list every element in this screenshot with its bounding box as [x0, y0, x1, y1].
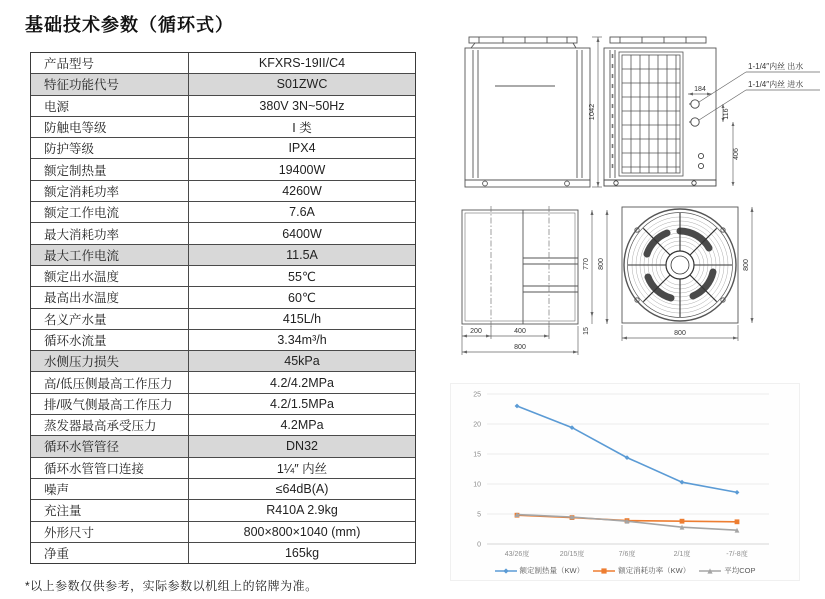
- param-name: 防触电等级: [31, 117, 189, 137]
- data-point-marker: [735, 490, 740, 495]
- page-title: 基础技术参数（循环式）: [25, 15, 234, 35]
- param-name: 水侧压力损失: [31, 351, 189, 371]
- dim-800-right: 800: [743, 259, 750, 271]
- table-row: [31, 415, 415, 436]
- param-value: 4.2/1.5MPa: [270, 396, 334, 411]
- x-tick-label: 43/26度: [504, 551, 530, 558]
- table-row: [31, 522, 415, 543]
- table-row: [31, 53, 415, 74]
- dim-15: 15: [583, 327, 590, 335]
- dim-116: 116: [723, 108, 730, 120]
- grille: [619, 52, 683, 176]
- param-name: 高/低压侧最高工作压力: [31, 372, 189, 392]
- legend-swatch: [699, 567, 721, 575]
- dim-184: 184: [694, 86, 706, 93]
- spec-table: [30, 52, 416, 564]
- param-name: 排/吸气侧最高工作压力: [31, 394, 189, 414]
- y-tick-label: 10: [473, 481, 481, 489]
- dim-400: 400: [514, 328, 526, 335]
- chart-legend: [451, 565, 799, 576]
- table-row: [31, 330, 415, 351]
- param-value: 165kg: [284, 545, 320, 560]
- cabinet-body: [465, 48, 590, 180]
- param-name: 最大消耗功率: [31, 223, 189, 243]
- param-value: 19400W: [278, 162, 326, 177]
- series-line: [517, 406, 737, 492]
- param-name: 充注量: [31, 500, 189, 520]
- centerlines: [491, 206, 549, 328]
- param-name: 名义产水量: [31, 309, 189, 329]
- y-tick-label: 0: [477, 541, 481, 549]
- side-view-svg: [598, 28, 825, 196]
- param-name: 额定消耗功率: [31, 181, 189, 201]
- base-rail: [604, 180, 716, 186]
- legend-item: [699, 565, 755, 576]
- param-name: 外形尺寸: [31, 522, 189, 542]
- param-name: 噪声: [31, 479, 189, 499]
- table-row: [31, 351, 415, 372]
- data-point-marker: [680, 519, 685, 524]
- top-view-drawing: [455, 200, 620, 375]
- table-row: [31, 245, 415, 266]
- param-value: R410A 2.9kg: [266, 503, 338, 518]
- data-point-marker: [735, 519, 740, 524]
- param-name: 额定制热量: [31, 159, 189, 179]
- x-tick-label: 2/1度: [673, 551, 691, 558]
- table-row: [31, 543, 415, 563]
- dim-800-bottom: 800: [514, 344, 526, 351]
- param-value: I 类: [292, 121, 312, 136]
- param-name: 最大工作电流: [31, 245, 189, 265]
- data-point-marker: [515, 404, 520, 409]
- param-value: ≤64dB(A): [275, 482, 329, 497]
- top-rail: [469, 37, 577, 43]
- table-row: [31, 309, 415, 330]
- param-name: 额定出水温度: [31, 266, 189, 286]
- param-name: 产品型号: [31, 53, 189, 73]
- param-name: 最高出水温度: [31, 287, 189, 307]
- param-name: 特征功能代号: [31, 74, 189, 94]
- table-row: [31, 74, 415, 95]
- dim-770: 770: [583, 258, 590, 270]
- legend-item: [495, 565, 585, 576]
- param-name: 蒸发器最高承受压力: [31, 415, 189, 435]
- y-tick-label: 5: [477, 511, 481, 519]
- outlet-label: 1-1/4″内丝 出水: [748, 62, 804, 71]
- table-row: [31, 96, 415, 117]
- y-tick-label: 25: [473, 391, 481, 399]
- param-value: 415L/h: [282, 311, 322, 326]
- table-row: [31, 202, 415, 223]
- table-row: [31, 181, 415, 202]
- dim-800-right: 800: [598, 258, 605, 270]
- param-value: 45kPa: [284, 354, 320, 369]
- table-row: [31, 394, 415, 415]
- param-name: 防护等级: [31, 138, 189, 158]
- side-view-drawing: [598, 28, 825, 196]
- table-row: [31, 372, 415, 393]
- table-row: [31, 223, 415, 244]
- y-tick-label: 15: [473, 451, 481, 459]
- front-view-svg: [455, 28, 605, 196]
- param-name: 电源: [31, 96, 189, 116]
- param-value: 7.6A: [289, 205, 315, 220]
- table-row: [31, 436, 415, 457]
- fan-view-drawing: [615, 200, 780, 360]
- dim-800-bottom: 800: [674, 330, 686, 337]
- table-row: [31, 500, 415, 521]
- param-value: 3.34m³/h: [277, 333, 327, 347]
- legend-label: 额定制热量（KW）: [519, 566, 585, 575]
- fan-view-svg: [615, 200, 780, 360]
- dim-1042: 1042: [587, 103, 596, 121]
- inlet-label: 1-1/4″内丝 进水: [748, 80, 804, 89]
- param-value: S01ZWC: [276, 77, 328, 92]
- table-row: [31, 479, 415, 500]
- legend-label: 额定消耗功率（KW）: [618, 566, 691, 575]
- param-value: 4.2MPa: [280, 418, 324, 433]
- table-row: [31, 117, 415, 138]
- param-name: 循环水管管径: [31, 436, 189, 456]
- dim-406: 406: [733, 148, 740, 160]
- y-tick-label: 20: [473, 421, 481, 429]
- param-name: 额定工作电流: [31, 202, 189, 222]
- x-tick-label: 7/6度: [618, 551, 636, 558]
- front-view-drawing: [455, 28, 605, 196]
- x-tick-label: 20/15度: [559, 551, 585, 558]
- top-rail: [610, 37, 706, 43]
- table-row: [31, 159, 415, 180]
- param-value: 11.5A: [286, 247, 318, 262]
- param-value: 380V 3N~50Hz: [259, 98, 345, 113]
- table-row: [31, 287, 415, 308]
- table-row: [31, 138, 415, 159]
- inlet-pipe: [691, 118, 699, 126]
- param-value: 800×800×1040 (mm): [243, 524, 361, 539]
- legend-swatch: [593, 567, 615, 575]
- param-value: IPX4: [288, 141, 316, 156]
- param-name: 循环水流量: [31, 330, 189, 350]
- param-name: 净重: [31, 543, 189, 563]
- param-name: 循环水管管口连接: [31, 458, 189, 478]
- legend-label: 平均COP: [724, 566, 756, 575]
- top-view-outline: [462, 210, 578, 324]
- footnote: *以上参数仅供参考，实际参数以机组上的铭牌为准。: [25, 579, 318, 593]
- dimension-lines: [688, 72, 820, 186]
- cabinet-body: [604, 48, 716, 180]
- table-row: [31, 458, 415, 479]
- param-value: KFXRS-19II/C4: [258, 56, 346, 71]
- param-value: 55℃: [288, 269, 316, 284]
- param-value: DN32: [286, 439, 318, 454]
- performance-chart: [450, 383, 800, 581]
- dim-200: 200: [470, 328, 482, 335]
- legend-swatch: [495, 567, 517, 575]
- outlet-pipe: [691, 100, 699, 108]
- table-row: [31, 266, 415, 287]
- param-value: 1¼″ 内丝: [276, 461, 328, 476]
- param-value: 4.2/4.2MPa: [270, 375, 334, 390]
- x-tick-label: -7/-8度: [726, 551, 748, 558]
- top-view-svg: [455, 200, 620, 375]
- legend-item: [593, 565, 690, 576]
- chart-plot: [451, 384, 799, 558]
- param-value: 6400W: [282, 226, 322, 241]
- param-value: 60℃: [288, 290, 316, 305]
- param-value: 4260W: [282, 183, 322, 198]
